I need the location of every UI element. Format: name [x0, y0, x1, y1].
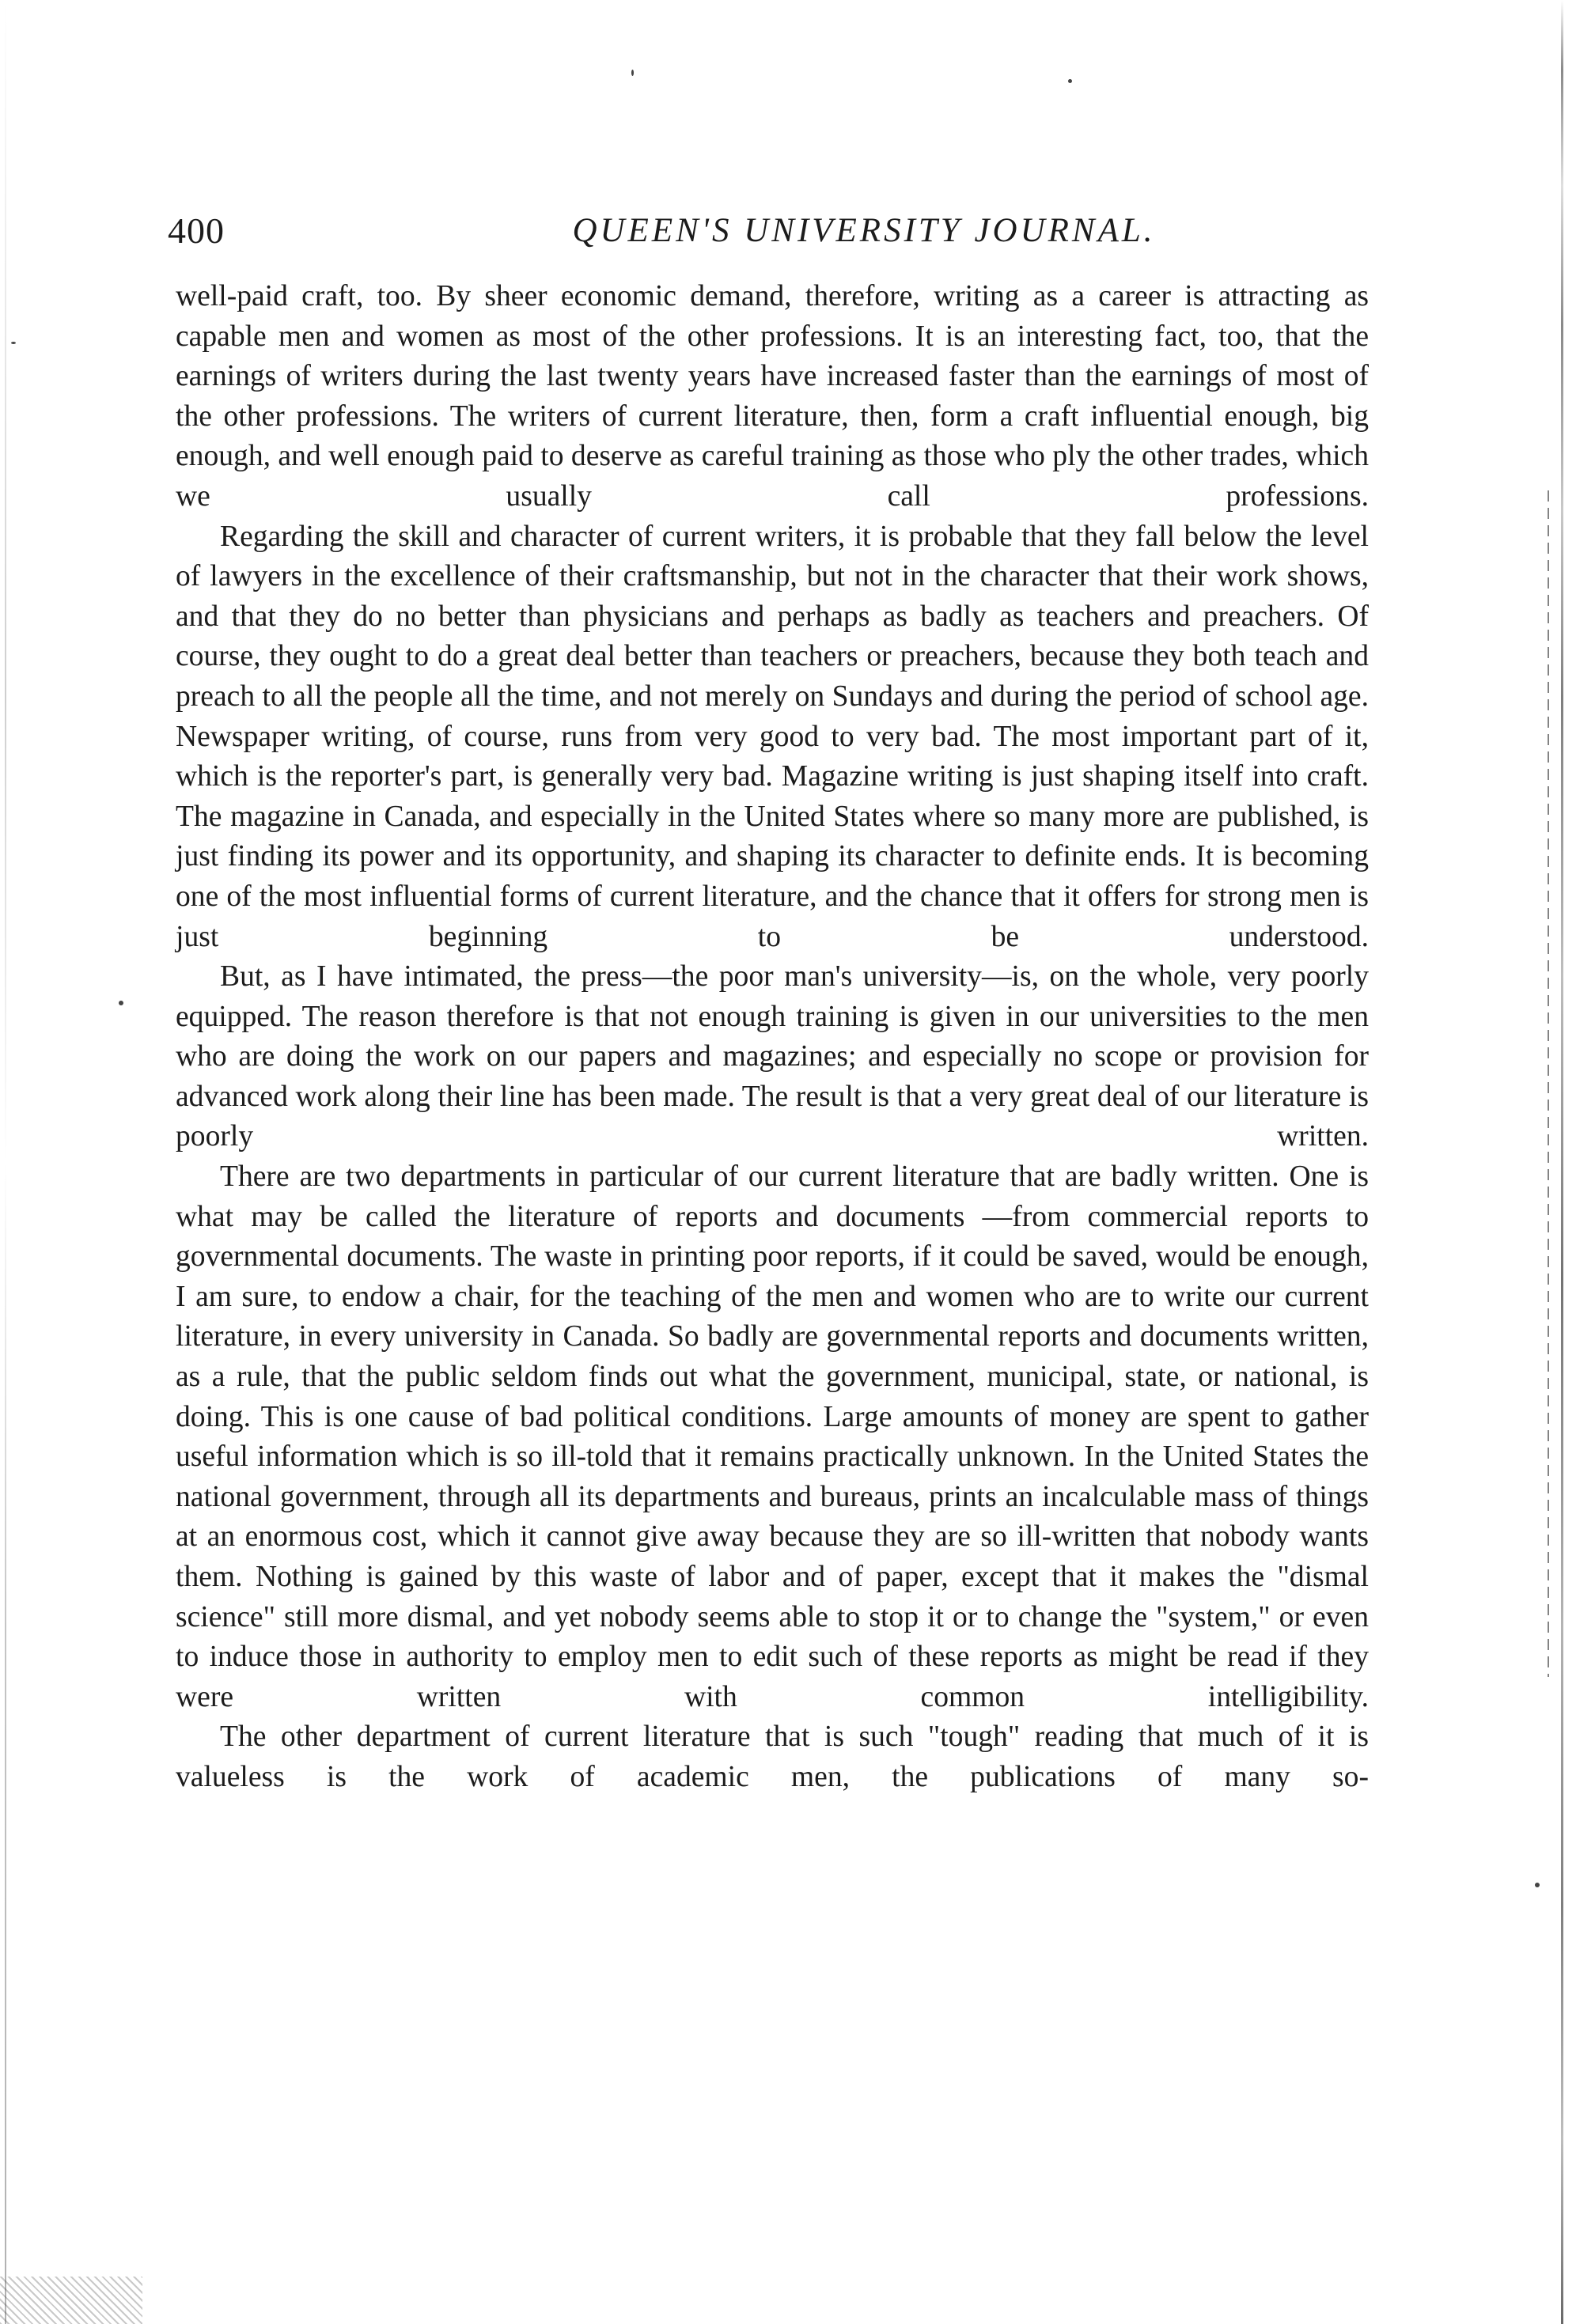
paragraph: Regarding the skill and character of current writers, it is probable that they fall below the level of lawyers in the excellence of their craftsmanship, but not in the character that their work shows, and that they do no better than physicians and perhaps as badly as teachers and preachers. Of course, they ought to do a great deal better than teachers or preachers, because they both teach and preach to all the people all the time, and not merely on Sundays and during the period of school age. Newspaper writing, of course, runs from very good to very bad. The most important part of it, which is the reporter's part, is generally very bad. Magazine writing is just shaping itself into craft. The magazine in Canada, and especially in the United States where so many more are published, is just finding its power and its opportunity, and shaping its character to definite ends. It is becoming one of the most influential forms of current literature, and the chance that it offers for strong men is just beginning to be understood.: [176, 520, 1369, 953]
paragraph: The other department of current literature that is such "tough" reading that much of it is valueless is the work of academic men, the publications of many so-: [176, 1720, 1369, 1793]
scan-speck: [1068, 79, 1072, 83]
article-body: [176, 277, 1369, 1798]
scan-noise: [0, 2277, 142, 2324]
paragraph-continued: well-paid craft, too. By sheer economic demand, therefore, writing as a career is attracting as capable men and women as most of the other professions. It is an interesting fact, too, that the earnings of writers during the last twenty years have increased faster than the earnings of most of the other professions. The writers of current literature, then, form a craft influential enough, big enough, and well enough paid to deserve as careful training as those who ply the other trades, which we usually call professions.: [176, 280, 1369, 513]
scan-edge-right-inner: [1548, 490, 1549, 1677]
scan-speck: [1535, 1883, 1540, 1887]
page-header: [168, 207, 1370, 255]
page-number: 400: [168, 210, 225, 251]
running-title: QUEEN'S UNIVERSITY JOURNAL.: [572, 212, 1156, 249]
scan-edge-right: [1561, 0, 1563, 2324]
paragraph: But, as I have intimated, the press—the poor man's university—is, on the whole, very poorly equipped. The reason therefore is that not enough training is given in our universities to the men who are doing the work on our papers and magazines; and especially no scope or provision for advanced work along their line has been made. The result is that a very great deal of our literature is poorly written.: [176, 960, 1369, 1153]
scan-speck: [119, 1001, 123, 1005]
scan-speck: [631, 70, 634, 76]
paragraph: There are two departments in particular of our current literature that are badly written. One is what may be called the literature of reports and documents —from commercial reports to governmental documents. The waste in printing poor reports, if it could be saved, would be enough, I am sure, to endow a chair, for the teaching of the men and women who are to write our current literature, in every university in Canada. So badly are governmental reports and documents written, as a rule, that the public seldom finds out what the government, municipal, state, or national, is doing. This is one cause of bad political conditions. Large amounts of money are spent to gather useful information which is so ill-told that it remains practically unknown. In the United States the national government, through all its departments and bureaus, prints an incalculable mass of things at an enormous cost, which it cannot give away because they are so ill-written that nobody wants them. Nothing is gained by this waste of labor and of paper, except that it makes the "dismal science" still more dismal, and yet nobody seems able to stop it or to change the "system," or even to induce those in authority to employ men to edit such of these reports as might be read if they were written with common intelligibility.: [176, 1160, 1369, 1713]
scan-edge-left: [5, 0, 6, 2324]
scan-speck: [11, 342, 16, 344]
